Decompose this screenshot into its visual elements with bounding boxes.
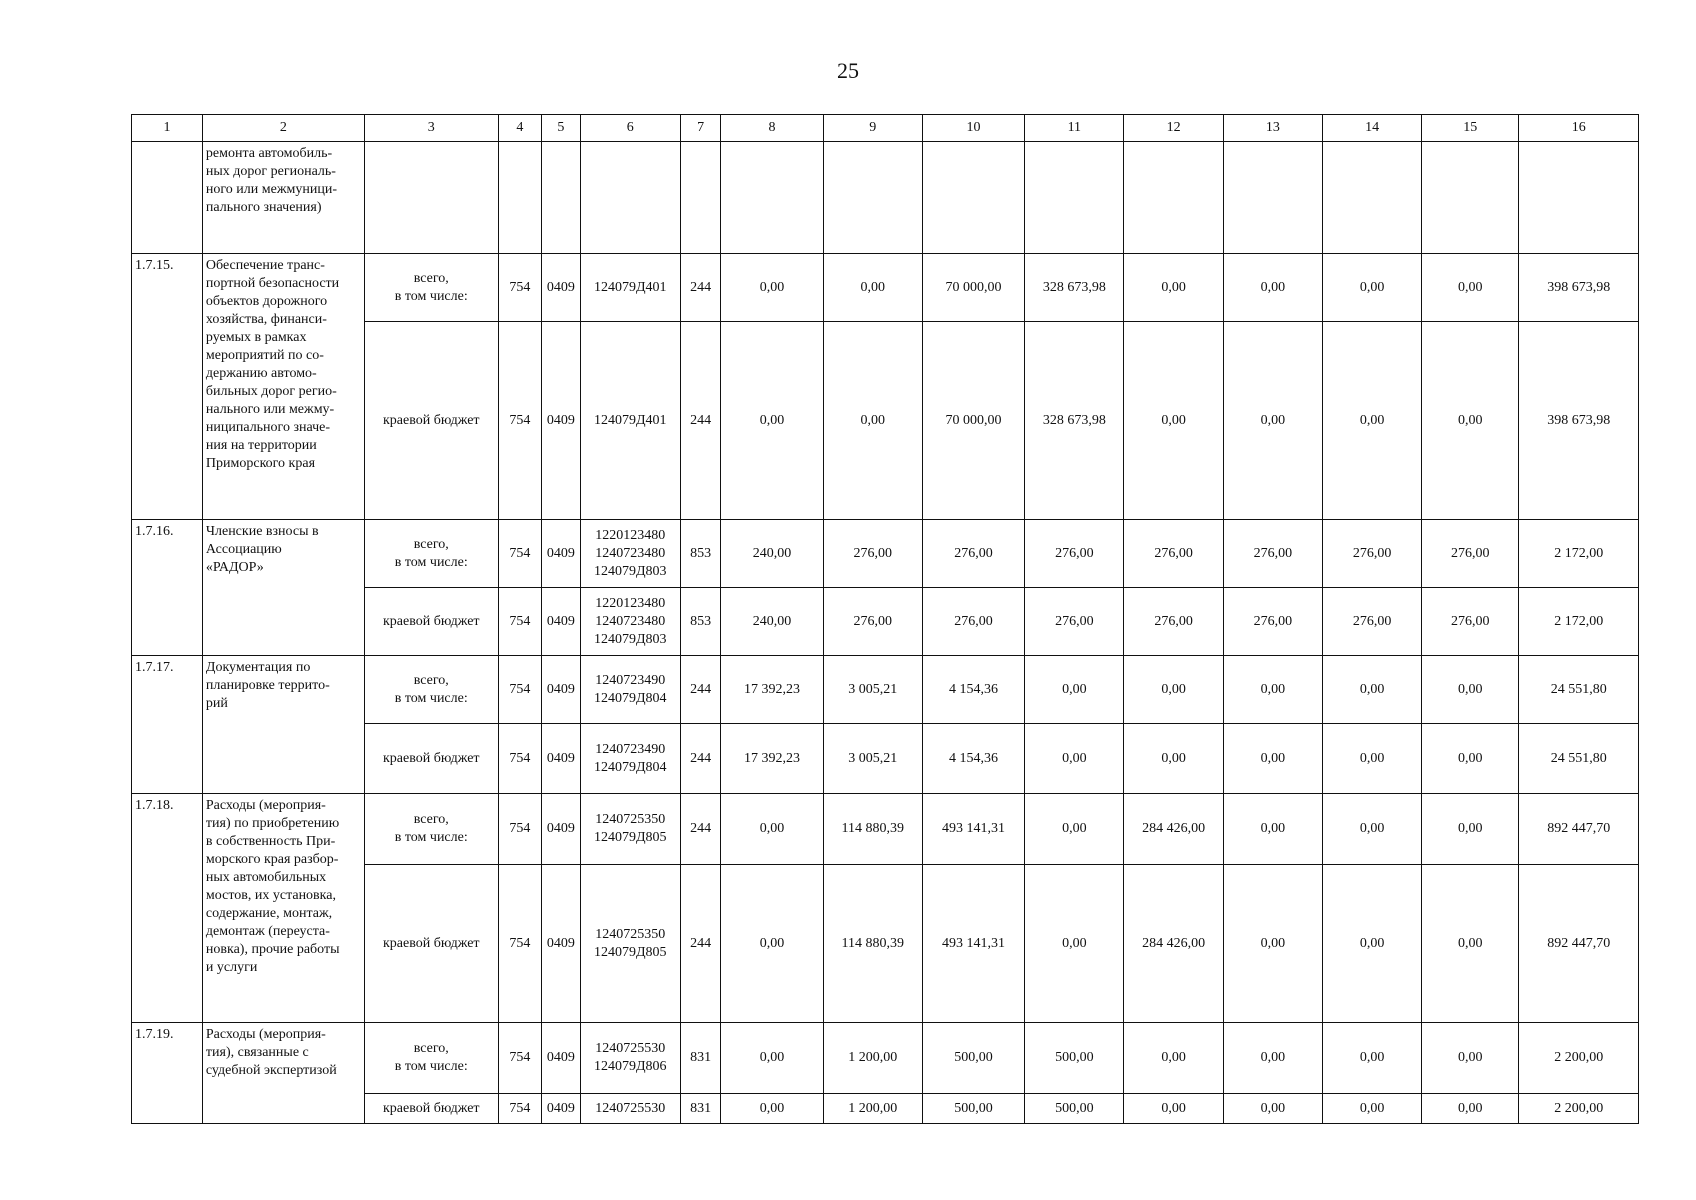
source-line: в том числе:	[394, 554, 468, 570]
grbs-code-cell: 754	[498, 1023, 542, 1094]
value-col-9: 0,00	[823, 322, 922, 520]
item-name-cell	[202, 794, 364, 1023]
name-line: новка), прочие работы	[205, 942, 340, 957]
value-col-12: 276,00	[1124, 520, 1223, 588]
value-col-9: 114 880,39	[823, 865, 922, 1023]
item-total-row	[132, 794, 1639, 865]
value-col-13: 276,00	[1223, 520, 1322, 588]
empty-cell	[922, 142, 1024, 254]
source-line: всего,	[413, 1041, 449, 1056]
value-col-10: 70 000,00	[922, 322, 1024, 520]
column-number: 9	[823, 115, 922, 142]
target-code-cell	[580, 520, 680, 588]
name-line: хозяйства, финанси-	[205, 312, 327, 327]
value-col-16-total: 2 172,00	[1519, 588, 1639, 656]
target-code-line: 1240723490	[595, 672, 666, 688]
value-col-8: 240,00	[721, 588, 823, 656]
value-col-11: 328 673,98	[1025, 322, 1124, 520]
value-col-13: 0,00	[1223, 724, 1322, 794]
source-line: краевой бюджет	[382, 412, 480, 428]
value-col-10: 493 141,31	[922, 865, 1024, 1023]
section-code-cell: 0409	[542, 1094, 580, 1124]
section-code-cell: 0409	[542, 322, 580, 520]
source-total-cell	[364, 794, 498, 865]
empty-cell	[823, 142, 922, 254]
source-total-cell	[364, 520, 498, 588]
empty-cell	[1322, 142, 1421, 254]
empty-cell	[498, 142, 542, 254]
value-col-13: 0,00	[1223, 865, 1322, 1023]
item-name-cell	[202, 1023, 364, 1124]
target-code-line: 1240723490	[595, 741, 666, 757]
value-col-9: 1 200,00	[823, 1094, 922, 1124]
value-col-12: 284 426,00	[1124, 865, 1223, 1023]
source-regional-budget-cell	[364, 588, 498, 656]
empty-cell	[1124, 142, 1223, 254]
item-number-cell: 1.7.17.	[132, 656, 203, 794]
value-col-10: 500,00	[922, 1023, 1024, 1094]
value-col-10: 4 154,36	[922, 724, 1024, 794]
value-col-11: 0,00	[1025, 724, 1124, 794]
column-number: 3	[364, 115, 498, 142]
value-col-8: 0,00	[721, 794, 823, 865]
expense-type-cell: 831	[680, 1023, 721, 1094]
target-code-cell	[580, 1094, 680, 1124]
section-code-cell: 0409	[542, 865, 580, 1023]
value-col-8: 0,00	[721, 1094, 823, 1124]
value-col-11: 500,00	[1025, 1023, 1124, 1094]
value-col-14: 0,00	[1322, 254, 1421, 322]
column-number: 14	[1322, 115, 1421, 142]
value-col-9: 1 200,00	[823, 1023, 922, 1094]
value-col-11: 0,00	[1025, 865, 1124, 1023]
name-line: судебной экспертизой	[205, 1063, 337, 1078]
source-line: в том числе:	[394, 1059, 468, 1074]
value-col-10: 276,00	[922, 520, 1024, 588]
item-number-cell: 1.7.15.	[132, 254, 203, 520]
name-line: портной безопасности	[205, 276, 340, 291]
name-line: держанию автомо-	[205, 366, 317, 381]
empty-cell	[1025, 142, 1124, 254]
value-col-13: 0,00	[1223, 1094, 1322, 1124]
name-line: пального значения)	[205, 200, 322, 215]
name-line: руемых в рамках	[205, 330, 307, 345]
name-line: ремонта автомобиль-	[205, 146, 333, 161]
grbs-code-cell: 754	[498, 322, 542, 520]
expense-type-cell: 244	[680, 865, 721, 1023]
value-col-12: 0,00	[1124, 656, 1223, 724]
source-regional-budget-cell	[364, 322, 498, 520]
section-code-cell: 0409	[542, 254, 580, 322]
value-col-15: 0,00	[1422, 794, 1519, 865]
value-col-8: 17 392,23	[721, 656, 823, 724]
value-col-13: 0,00	[1223, 322, 1322, 520]
value-col-16-total: 2 200,00	[1519, 1023, 1639, 1094]
grbs-code-cell: 754	[498, 865, 542, 1023]
value-col-9: 276,00	[823, 588, 922, 656]
item-total-row	[132, 254, 1639, 322]
value-col-15: 0,00	[1422, 865, 1519, 1023]
source-regional-budget-cell	[364, 865, 498, 1023]
target-code-line: 1240723480	[595, 613, 666, 629]
page-number: 25	[837, 58, 859, 83]
source-line: краевой бюджет	[382, 1100, 480, 1116]
value-col-11: 276,00	[1025, 588, 1124, 656]
value-col-11: 500,00	[1025, 1094, 1124, 1124]
value-col-15: 0,00	[1422, 254, 1519, 322]
source-line: всего,	[413, 270, 449, 286]
target-code-cell	[580, 1023, 680, 1094]
item-number-cell: 1.7.16.	[132, 520, 203, 656]
target-code-line: 1240725350	[595, 812, 666, 827]
value-col-16-total: 892 447,70	[1519, 865, 1639, 1023]
source-regional-budget-cell	[364, 724, 498, 794]
grbs-code-cell: 754	[498, 254, 542, 322]
value-col-11: 276,00	[1025, 520, 1124, 588]
value-col-9: 3 005,21	[823, 656, 922, 724]
value-col-16-total: 398 673,98	[1519, 254, 1639, 322]
value-col-13: 0,00	[1223, 254, 1322, 322]
target-code-line: 124079Д805	[593, 944, 667, 960]
column-number: 1	[132, 115, 203, 142]
value-col-8: 240,00	[721, 520, 823, 588]
section-code-cell: 0409	[542, 588, 580, 656]
value-col-14: 0,00	[1322, 1094, 1421, 1124]
column-number: 2	[202, 115, 364, 142]
target-code-line: 124079Д803	[593, 563, 667, 579]
value-col-8: 0,00	[721, 1023, 823, 1094]
target-code-line: 1240725350	[595, 926, 666, 942]
empty-cell	[1519, 142, 1639, 254]
source-line: краевой бюджет	[382, 935, 480, 951]
name-line: Приморского края	[205, 456, 316, 471]
name-line: демонтаж (переуста-	[205, 924, 330, 939]
source-line: в том числе:	[394, 288, 468, 304]
name-line: ниципального значе-	[205, 420, 331, 435]
value-col-15: 0,00	[1422, 656, 1519, 724]
name-line: и услуги	[205, 960, 258, 975]
source-total-cell	[364, 1023, 498, 1094]
value-col-10: 500,00	[922, 1094, 1024, 1124]
name-line: тия), связанные с	[205, 1045, 309, 1060]
source-total-cell	[364, 254, 498, 322]
column-number: 6	[580, 115, 680, 142]
value-col-9: 114 880,39	[823, 794, 922, 865]
column-number: 13	[1223, 115, 1322, 142]
name-line: мостов, их установка,	[205, 888, 336, 903]
source-line: всего,	[413, 672, 449, 688]
section-code-cell: 0409	[542, 520, 580, 588]
section-code-cell: 0409	[542, 724, 580, 794]
value-col-10: 276,00	[922, 588, 1024, 656]
value-col-16-total: 24 551,80	[1519, 656, 1639, 724]
value-col-8: 17 392,23	[721, 724, 823, 794]
empty-cell	[364, 142, 498, 254]
value-col-14: 0,00	[1322, 656, 1421, 724]
value-col-12: 284 426,00	[1124, 794, 1223, 865]
section-code-cell: 0409	[542, 656, 580, 724]
value-col-14: 276,00	[1322, 520, 1421, 588]
item-number-cell	[132, 142, 203, 254]
source-regional-budget-cell	[364, 1094, 498, 1124]
value-col-15: 276,00	[1422, 588, 1519, 656]
value-col-11: 0,00	[1025, 794, 1124, 865]
value-col-13: 0,00	[1223, 656, 1322, 724]
column-number: 11	[1025, 115, 1124, 142]
value-col-13: 276,00	[1223, 588, 1322, 656]
value-col-16-total: 2 172,00	[1519, 520, 1639, 588]
expense-type-cell: 853	[680, 520, 721, 588]
target-code-line: 124079Д804	[593, 690, 667, 706]
name-line: морского края разбор-	[205, 852, 339, 867]
name-line: ния на территории	[205, 438, 317, 453]
value-col-14: 0,00	[1322, 794, 1421, 865]
source-line: всего,	[413, 812, 449, 827]
expense-type-cell: 244	[680, 656, 721, 724]
empty-cell	[721, 142, 823, 254]
value-col-16-total: 24 551,80	[1519, 724, 1639, 794]
grbs-code-cell: 754	[498, 520, 542, 588]
expense-type-cell: 853	[680, 588, 721, 656]
value-col-15: 0,00	[1422, 1094, 1519, 1124]
empty-cell	[1223, 142, 1322, 254]
name-line: тия) по приобретению	[205, 816, 340, 831]
empty-cell	[1422, 142, 1519, 254]
value-col-14: 276,00	[1322, 588, 1421, 656]
target-code-line: 124079Д401	[593, 279, 667, 295]
target-code-line: 124079Д803	[593, 631, 667, 647]
column-number: 5	[542, 115, 580, 142]
name-line: Ассоциацию	[205, 542, 282, 557]
grbs-code-cell: 754	[498, 656, 542, 724]
item-name-cell	[202, 520, 364, 656]
column-number: 7	[680, 115, 721, 142]
name-line: Документация по	[205, 660, 311, 675]
column-number: 15	[1422, 115, 1519, 142]
grbs-code-cell: 754	[498, 794, 542, 865]
value-col-8: 0,00	[721, 865, 823, 1023]
item-number-cell: 1.7.19.	[132, 1023, 203, 1124]
value-col-8: 0,00	[721, 254, 823, 322]
value-col-13: 0,00	[1223, 1023, 1322, 1094]
target-code-line: 124079Д806	[593, 1059, 667, 1074]
target-code-line: 124079Д804	[593, 759, 667, 775]
name-line: Членские взносы в	[205, 524, 319, 539]
value-col-15: 276,00	[1422, 520, 1519, 588]
target-code-line: 1240725530	[595, 1041, 666, 1056]
name-line: ного или межмуници-	[205, 182, 337, 197]
section-code-cell: 0409	[542, 1023, 580, 1094]
value-col-8: 0,00	[721, 322, 823, 520]
grbs-code-cell: 754	[498, 724, 542, 794]
source-line: в том числе:	[394, 690, 468, 706]
value-col-11: 328 673,98	[1025, 254, 1124, 322]
value-col-12: 0,00	[1124, 254, 1223, 322]
name-line: Расходы (мероприя-	[205, 1027, 326, 1042]
column-number: 12	[1124, 115, 1223, 142]
grbs-code-cell: 754	[498, 1094, 542, 1124]
target-code-line: 124079Д805	[593, 830, 667, 845]
name-line: в собственность При-	[205, 834, 336, 849]
source-line: краевой бюджет	[382, 750, 480, 766]
value-col-15: 0,00	[1422, 322, 1519, 520]
value-col-14: 0,00	[1322, 865, 1421, 1023]
value-col-10: 70 000,00	[922, 254, 1024, 322]
item-name-cell	[202, 656, 364, 794]
target-code-line: 1240725530	[595, 1100, 666, 1116]
column-number: 4	[498, 115, 542, 142]
value-col-11: 0,00	[1025, 656, 1124, 724]
value-col-12: 0,00	[1124, 1023, 1223, 1094]
name-line: «РАДОР»	[205, 560, 264, 575]
budget-table	[131, 114, 1639, 1124]
target-code-line: 1220123480	[595, 595, 666, 611]
target-code-cell	[580, 588, 680, 656]
source-line: в том числе:	[394, 830, 468, 845]
target-code-cell	[580, 865, 680, 1023]
item-total-row	[132, 656, 1639, 724]
value-col-15: 0,00	[1422, 1023, 1519, 1094]
continuation-name-cell	[202, 142, 364, 254]
target-code-cell	[580, 322, 680, 520]
name-line: бильных дорог регио-	[205, 384, 337, 399]
value-col-9: 0,00	[823, 254, 922, 322]
expense-type-cell: 244	[680, 724, 721, 794]
value-col-12: 0,00	[1124, 724, 1223, 794]
value-col-12: 0,00	[1124, 322, 1223, 520]
name-line: содержание, монтаж,	[205, 906, 333, 921]
value-col-10: 4 154,36	[922, 656, 1024, 724]
value-col-14: 0,00	[1322, 1023, 1421, 1094]
item-total-row	[132, 1023, 1639, 1094]
column-number: 8	[721, 115, 823, 142]
source-line: всего,	[413, 536, 449, 552]
value-col-10: 493 141,31	[922, 794, 1024, 865]
value-col-16-total: 892 447,70	[1519, 794, 1639, 865]
name-line: ных автомобильных	[205, 870, 327, 885]
value-col-15: 0,00	[1422, 724, 1519, 794]
item-name-cell	[202, 254, 364, 520]
value-col-13: 0,00	[1223, 794, 1322, 865]
target-code-line: 124079Д401	[593, 412, 667, 428]
name-line: рий	[205, 696, 228, 711]
item-number-cell: 1.7.18.	[132, 794, 203, 1023]
value-col-12: 276,00	[1124, 588, 1223, 656]
expense-type-cell: 244	[680, 794, 721, 865]
item-total-row	[132, 520, 1639, 588]
name-line: планировке террито-	[205, 678, 330, 693]
target-code-line: 1220123480	[595, 527, 666, 543]
value-col-14: 0,00	[1322, 322, 1421, 520]
column-number: 10	[922, 115, 1024, 142]
name-line: Обеспечение транс-	[205, 258, 325, 273]
column-number: 16	[1519, 115, 1639, 142]
name-line: нального или межму-	[205, 402, 335, 417]
name-line: объектов дорожного	[205, 294, 328, 309]
target-code-cell	[580, 254, 680, 322]
column-number-row	[132, 115, 1639, 142]
name-line: мероприятий по со-	[205, 348, 324, 363]
continuation-row	[132, 142, 1639, 254]
value-col-9: 276,00	[823, 520, 922, 588]
expense-type-cell: 831	[680, 1094, 721, 1124]
expense-type-cell: 244	[680, 322, 721, 520]
empty-cell	[542, 142, 580, 254]
target-code-cell	[580, 794, 680, 865]
target-code-line: 1240723480	[595, 545, 666, 561]
name-line: Расходы (мероприя-	[205, 798, 326, 813]
grbs-code-cell: 754	[498, 588, 542, 656]
source-line: краевой бюджет	[382, 613, 480, 629]
value-col-16-total: 398 673,98	[1519, 322, 1639, 520]
value-col-12: 0,00	[1124, 1094, 1223, 1124]
expense-type-cell: 244	[680, 254, 721, 322]
value-col-14: 0,00	[1322, 724, 1421, 794]
value-col-16-total: 2 200,00	[1519, 1094, 1639, 1124]
target-code-cell	[580, 656, 680, 724]
source-total-cell	[364, 656, 498, 724]
target-code-cell	[580, 724, 680, 794]
section-code-cell: 0409	[542, 794, 580, 865]
empty-cell	[680, 142, 721, 254]
name-line: ных дорог региональ-	[205, 164, 336, 179]
value-col-9: 3 005,21	[823, 724, 922, 794]
empty-cell	[580, 142, 680, 254]
